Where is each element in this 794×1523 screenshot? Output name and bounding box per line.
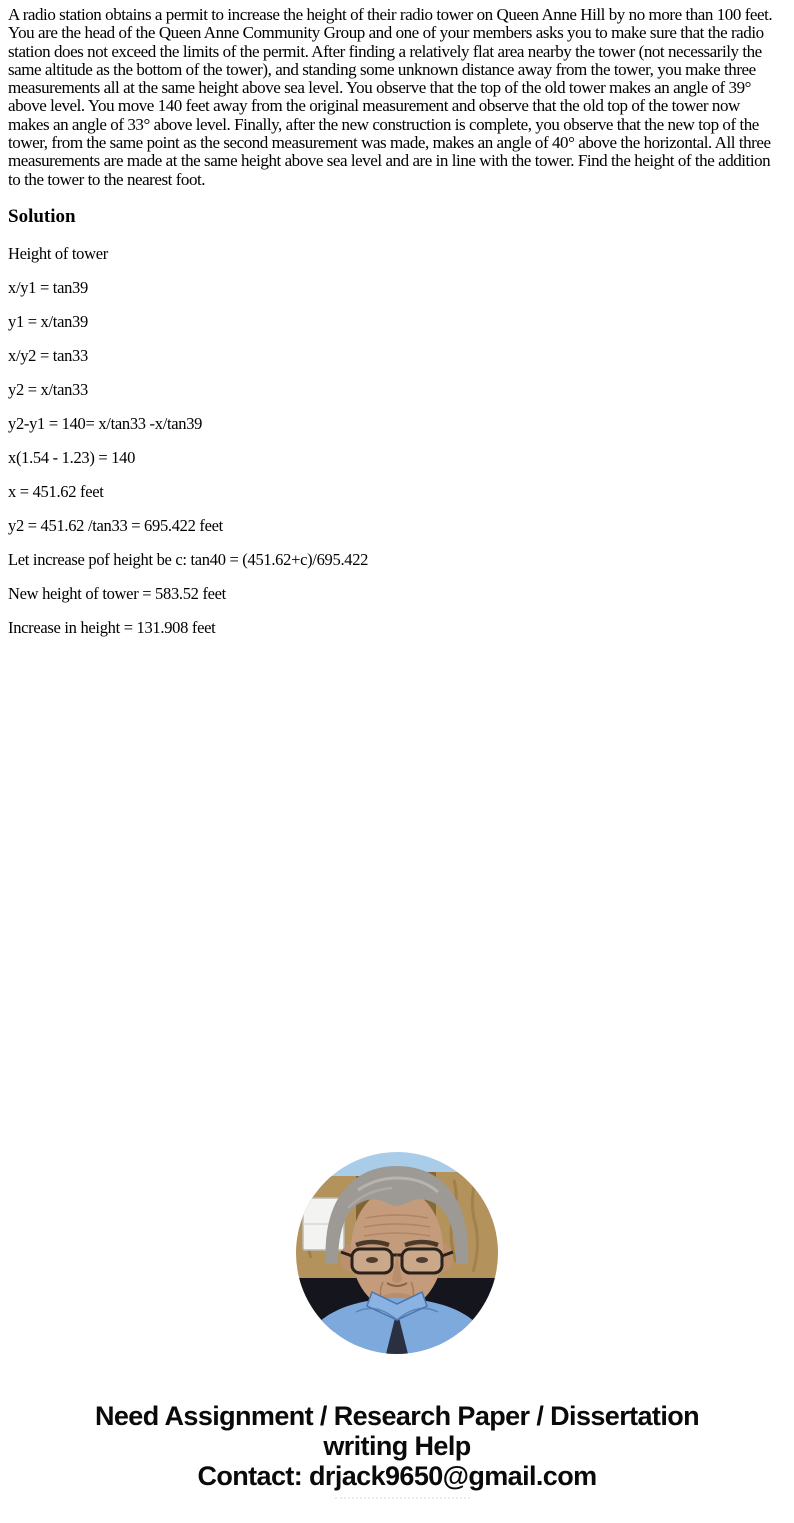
tutor-avatar	[296, 1152, 498, 1354]
footer-contact-email: Contact: drjack9650@gmail.com	[197, 1461, 597, 1491]
tutor-photo-icon	[296, 1152, 498, 1354]
footer-help-line1: Need Assignment / Research Paper / Dissertation	[94, 1401, 700, 1431]
solution-heading: Solution	[8, 206, 76, 227]
footer-help-line2: writing Help	[323, 1431, 471, 1461]
problem-paragraph: A radio station obtains a permit to increase the height of their radio tower on Queen Anne Hill by no more than 100 feet. You are the head of the Queen Anne Community Group and one of your members asks you to make sure that the radio station does not exceed the limits of the permit. After finding a relatively flat area nearby the tower (not necessarily the same altitude as the bottom of the tower), and standing some unknown distance away from the tower, you make three measurements all at the same height above sea level. You observe that the top of the old tower makes an angle of 39° above level. You move 140 feet away from the original measurement and observe that the old top of the tower now makes an angle of 33° above level. Finally, after the new construction is complete, you observe that the new top of the tower, from the same point as the second measurement was made, makes an angle of 40° above the horizontal. All three measurements are made at the same height above sea level and are in line with the tower. Find the height of the addition to the tower to the nearest foot.	[8, 5, 773, 189]
compression-artifact	[335, 1497, 470, 1499]
footer-promo	[0, 1401, 794, 1491]
solution-steps: Height of tower x/y1 = tan39 y1 = x/tan39 x/y2 = tan33 y2 = x/tan33 y2-y1 = 140= x/tan33 -x/tan39 x(1.54 - 1.23) = 140 x = 451.62 feet y2 = 451.62 /tan33 = 695.422 feet Let increase pof height be c: tan40 = (451.62+c)/695.422 New height of tower = 583.52 feet Increase in height = 131.908 feet	[8, 244, 369, 637]
